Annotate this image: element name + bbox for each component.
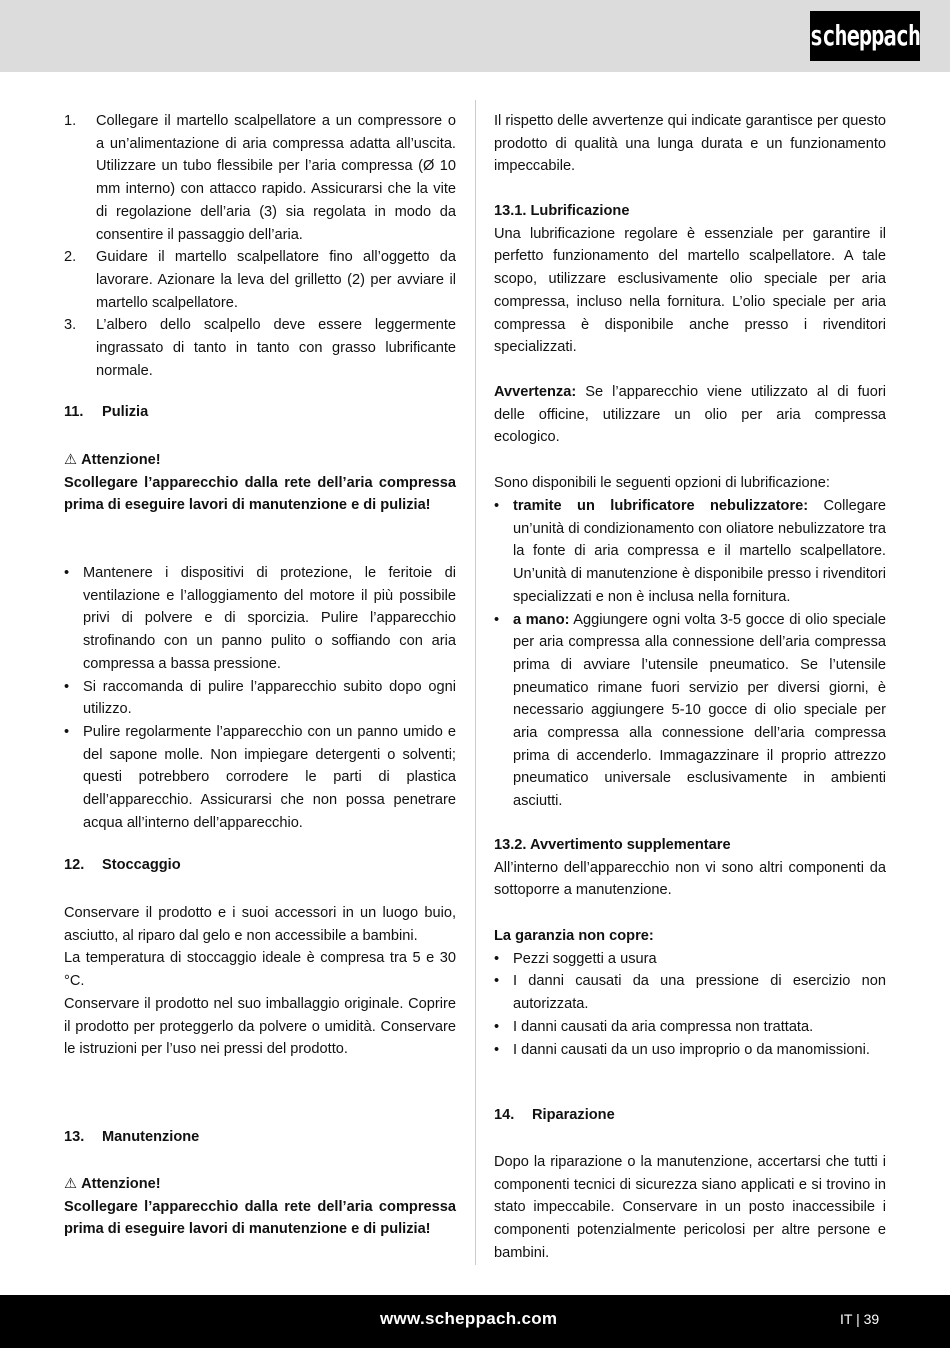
column-divider bbox=[475, 100, 476, 1265]
page-number: IT | 39 bbox=[840, 1311, 880, 1327]
section-heading-11: 11. Pulizia bbox=[64, 404, 149, 420]
list-item: 2. Guidare il martello scalpellatore fino all’oggetto da lavorare. Azionare la leva del grilletto (2) per avviare il martello scalpellatore. bbox=[64, 249, 456, 311]
list-item: • tramite un lubrificatore nebulizzatore: Collegare un’unità di condizionamento con oliatore nebulizzatore tra la fonte di aria compressa e il martello scalpellatore. Un’unità di manutenzione è disponibile presso i rivenditori specializzati e non è inclusa nella fornitura. bbox=[494, 495, 886, 609]
warning-block: ⚠ Attenzione! Scollegare l’apparecchio dalla rete dell’aria compressa prima di eseguire lavori di manutenzione e di pulizia! bbox=[64, 1173, 456, 1241]
list-item: 1. Collegare il martello scalpellatore a un compressore o a un’alimentazione di aria compressa adatta all’uscita. Utilizzare un tubo flessibile per l’aria compressa (Ø 10 mm interno) con attacco rapido. Assicurarsi che la vite di regolazione dell’aria (3) sia regolata in modo da consentire il passaggio dell’aria. bbox=[64, 113, 456, 243]
list-item: • I danni causati da un uso improprio o da manomissioni. bbox=[494, 1039, 886, 1062]
list-item: • Si raccomanda di pulire l’apparecchio subito dopo ogni utilizzo. bbox=[64, 676, 456, 721]
repair-text: Dopo la riparazione o la manutenzione, accertarsi che tutti i componenti tecnici di sicurezza siano applicati e si trovino in stato impeccabile. Conservare in un posto inaccessibile i componenti potenzialmente pericolosi per altre persone e bambini. bbox=[494, 1154, 886, 1261]
list-item: • Mantenere i dispositivi di protezione, le feritoie di ventilazione e l’alloggiamento del motore il più possibile privi di polvere e di sporcizia. Pulire l’apparecchio strofinando con un panno pulito o soffiando con aria compressa a bassa pressione. bbox=[64, 562, 456, 676]
section-heading-12: 12. Stoccaggio bbox=[64, 857, 181, 873]
usage-steps bbox=[64, 110, 456, 382]
page-header bbox=[0, 0, 950, 72]
lubrication-options bbox=[494, 495, 886, 813]
page-footer bbox=[0, 1295, 950, 1348]
website-link[interactable]: www.scheppach.com bbox=[380, 1309, 558, 1328]
list-item: • Pulire regolarmente l’apparecchio con un panno umido e del sapone molle. Non impiegare detergenti o solventi; questi potrebbero corrodere le parti di plastica dell’apparecchio. Assicurarsi che non possa penetrare acqua all’interno dell’apparecchio. bbox=[64, 721, 456, 835]
cleaning-list bbox=[64, 562, 456, 834]
options-intro: Sono disponibili le seguenti opzioni di lubrificazione: bbox=[494, 475, 830, 491]
list-item: 3. L’albero dello scalpello deve essere leggermente ingrassato di tanto in tanto con grasso lubrificante normale. bbox=[64, 317, 456, 379]
list-item: • Pezzi soggetti a usura bbox=[494, 948, 886, 971]
maintenance-intro: Il rispetto delle avvertenze qui indicate garantisce per questo prodotto di qualità una lunga durata e un funzionamento impeccabile. bbox=[494, 113, 886, 175]
scheppach-logo: scheppach bbox=[810, 11, 920, 61]
section-heading-13: 13. Manutenzione bbox=[64, 1129, 200, 1145]
storage-text: Conservare il prodotto e i suoi accessori in un luogo buio, asciutto, al riparo dal gelo e non accessibile a bambini. La temperatura di stoccaggio ideale è compresa tra 5 e 30 °C. Conservare il prodotto nel suo imballaggio originale. Coprire il prodotto per proteggerlo da polvere o umidità. Conservare le istruzioni per l’uso nei pressi del prodotto. bbox=[64, 905, 456, 1058]
warning-block: ⚠ Attenzione! Scollegare l’apparecchio dalla rete dell’aria compressa prima di eseguire lavori di manutenzione e di pulizia! bbox=[64, 449, 456, 517]
list-item: • I danni causati da aria compressa non trattata. bbox=[494, 1016, 886, 1039]
section-heading-14: 14. Riparazione bbox=[494, 1107, 615, 1123]
warranty-exclusions: La garanzia non copre: • Pezzi soggetti a usura • I danni causati da una pressione di esercizio non autorizzata. • I danni causati da aria compressa non trattata. • I danni causati da un uso improprio o da manomissioni. bbox=[494, 925, 886, 1061]
list-item: • a mano: Aggiungere ogni volta 3-5 gocce di olio speciale per aria compressa alla connessione dell’aria compressa prima di avviare l’utensile pneumatico. Se l’utensile pneumatico rimane fuori servizio per diversi giorni, è necessario aggiungere 5-10 gocce di olio speciale per aria compressa alla connessione dell’aria compressa prima di accenderlo. Immagazzinare il proprio attrezzo pneumatico universale esclusivamente in ambienti asciutti. bbox=[494, 609, 886, 813]
lubrication-section: 13.1. Lubrificazione Una lubrificazione regolare è essenziale per garantire il perfetto funzionamento del martello scalpellatore. A tale scopo, utilizzare esclusivamente olio speciale per aria compressa, incluso nella fornitura. L’olio speciale per aria compressa è disponibile anche presso i rivenditori specializzati. bbox=[494, 203, 886, 356]
supplementary-warning: 13.2. Avvertimento supplementare All’interno dell’apparecchio non vi sono altri componenti da sottoporre a manutenzione. bbox=[494, 837, 886, 899]
list-item: • I danni causati da una pressione di esercizio non autorizzata. bbox=[494, 970, 886, 1015]
note-text: Avvertenza: Se l’apparecchio viene utilizzato al di fuori delle officine, utilizzare un olio per aria compressa ecologico. bbox=[494, 384, 886, 446]
